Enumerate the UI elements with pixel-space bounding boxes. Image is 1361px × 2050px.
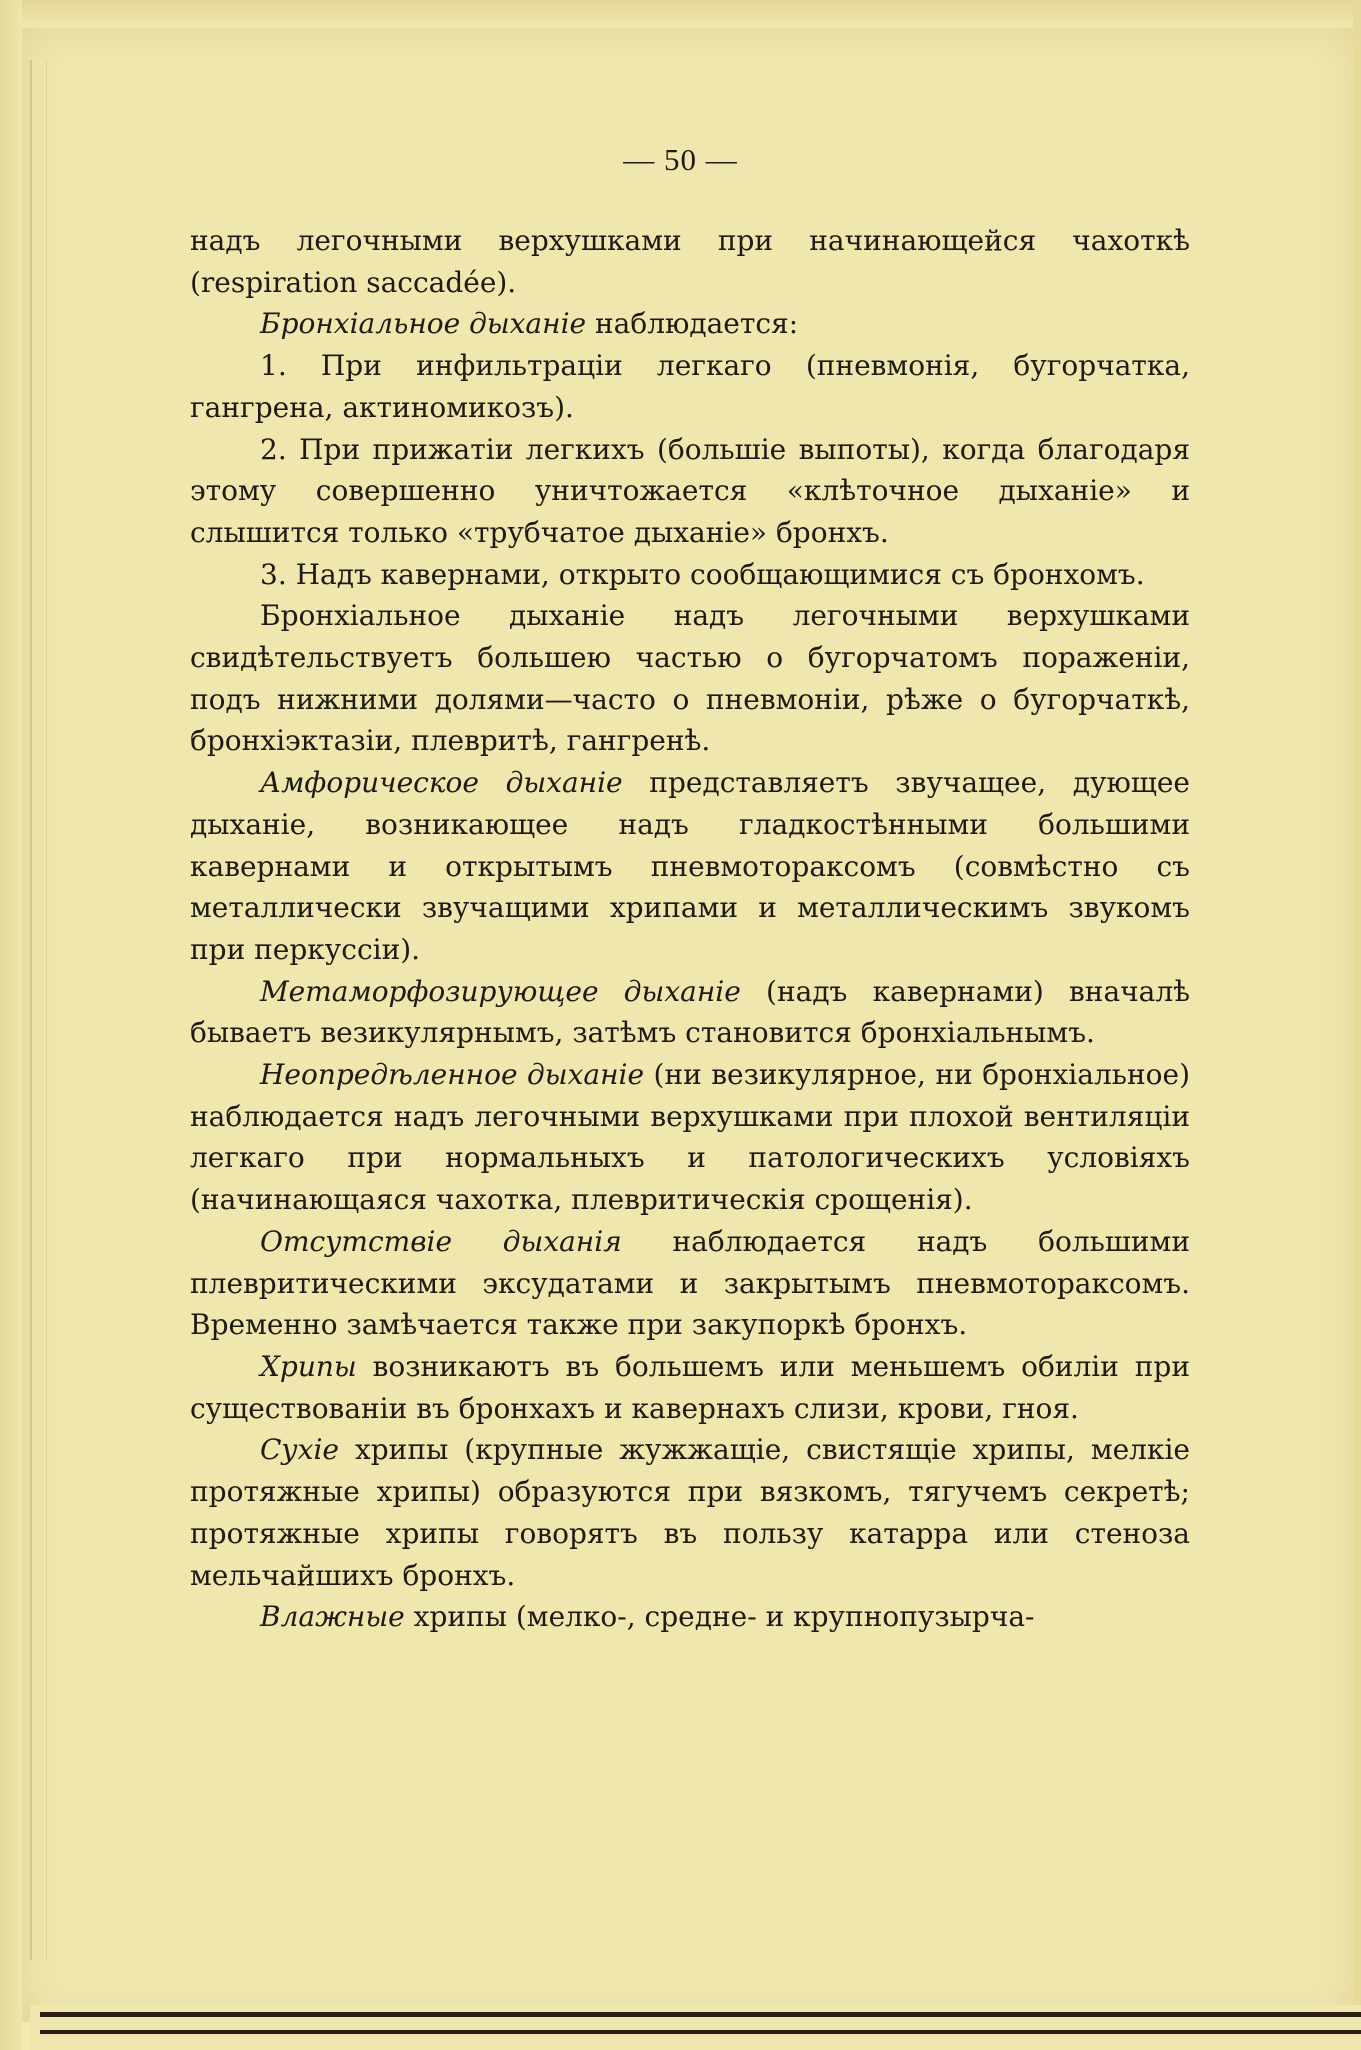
paragraph <box>190 303 1190 345</box>
list-item <box>190 429 1190 554</box>
paragraph-text: надъ легочными верхушками при начинающейся чахоткѣ (respiration saccadée). <box>190 224 1190 299</box>
page-edge-right <box>1353 0 1361 2050</box>
body-text <box>190 220 1190 1638</box>
italic-term: Бронхiальное дыханiе <box>260 307 587 341</box>
paragraph-text: 1. При инфильтрацiи легкаго (пневмонiя, бугорчатка, гангрена, актиномикозъ). <box>190 349 1190 424</box>
paragraph <box>190 1346 1190 1429</box>
paragraph-text: наблюдается: <box>586 307 799 341</box>
paragraph <box>190 595 1190 762</box>
page-edge-left <box>0 0 22 2050</box>
italic-term: Амфорическое дыханiе <box>260 766 623 800</box>
binding-line <box>30 60 32 1960</box>
paragraph-text: наблюдается надъ большими плевритическими эксудатами и закрытымъ пневмотораксомъ. Временно замѣчается также при закупоркѣ бронхъ. <box>190 1224 1190 1342</box>
paragraph-text: (надъ кавернами) вначалѣ бываетъ везикулярнымъ, затѣмъ становится бронхiальнымъ. <box>190 974 1191 1050</box>
page-number: — 50 — <box>623 142 738 177</box>
italic-term: Отсутствiе дыханiя <box>260 1224 622 1258</box>
italic-term: Метаморфозирующее дыханiе <box>260 974 741 1008</box>
paragraph-text: 2. При прижатiи легкихъ (большiе выпоты), когда благодаря этому совершенно уничтожается «клѣточное дыханiе» и слышится только «трубчатое дыханiе» бронхъ. <box>190 432 1190 549</box>
paragraph <box>190 1429 1190 1596</box>
paragraph <box>190 1221 1190 1346</box>
italic-term: Неопредѣленное дыханiе <box>260 1058 645 1092</box>
paragraph-text: 3. Надъ кавернами, открыто сообщающимися съ бронхомъ. <box>260 557 1145 591</box>
paragraph-text: Бронхiальное дыханiе надъ легочными верхушками свидѣтельствуетъ большею частью о бугорчатомъ пораженiи, подъ нижними долями—часто о пневмонiи, рѣже о бугорчаткѣ, бронхiэктазiи, плевритѣ, гангренѣ. <box>190 599 1190 758</box>
paragraph <box>190 1054 1190 1221</box>
bottom-rule-lower <box>40 2030 1361 2034</box>
paragraph-text: представляетъ звучащее, дующее дыханiе, возникающее надъ гладкостѣнными большими кавернами и открытымъ пневмотораксомъ (совмѣстно съ металлически звучащими хрипами и металлическимъ звукомъ при перкуссiи). <box>190 766 1191 966</box>
paragraph-text: (ни везикулярное, ни бронхiальное) наблюдается надъ легочными верхушками при плохой вентиляцiи легкаго при нормальныхъ и патологическихъ условiяхъ (начинающаяся чахотка, плевритическiя срощенiя). <box>190 1058 1190 1217</box>
paragraph <box>190 762 1190 971</box>
paragraph-text: хрипы (крупные жужжащiе, свистящiе хрипы, мелкiе протяжные хрипы) образуются при вязкомъ, тягучемъ секретѣ; протяжные хрипы говорятъ въ пользу катарра или стеноза мельчайшихъ бронхъ. <box>190 1433 1190 1592</box>
paragraph-text: хрипы (мелко-, средне- и крупнопузырча- <box>404 1600 1035 1634</box>
paragraph <box>190 220 1190 303</box>
binding-line-inner <box>46 60 47 1960</box>
bottom-rule <box>40 2012 1361 2017</box>
italic-term: Хрипы <box>260 1349 357 1383</box>
paragraph-text: возникаютъ въ большемъ или меньшемъ обилiи при существованiи въ бронхахъ и кавернахъ слизи, крови, гноя. <box>190 1349 1190 1425</box>
list-item <box>190 554 1190 596</box>
paragraph <box>190 1596 1190 1638</box>
italic-term: Влажные <box>260 1600 405 1634</box>
italic-term: Сухiе <box>260 1433 339 1467</box>
list-item <box>190 345 1190 428</box>
page-edge-top <box>0 0 1361 28</box>
paragraph <box>190 971 1190 1054</box>
